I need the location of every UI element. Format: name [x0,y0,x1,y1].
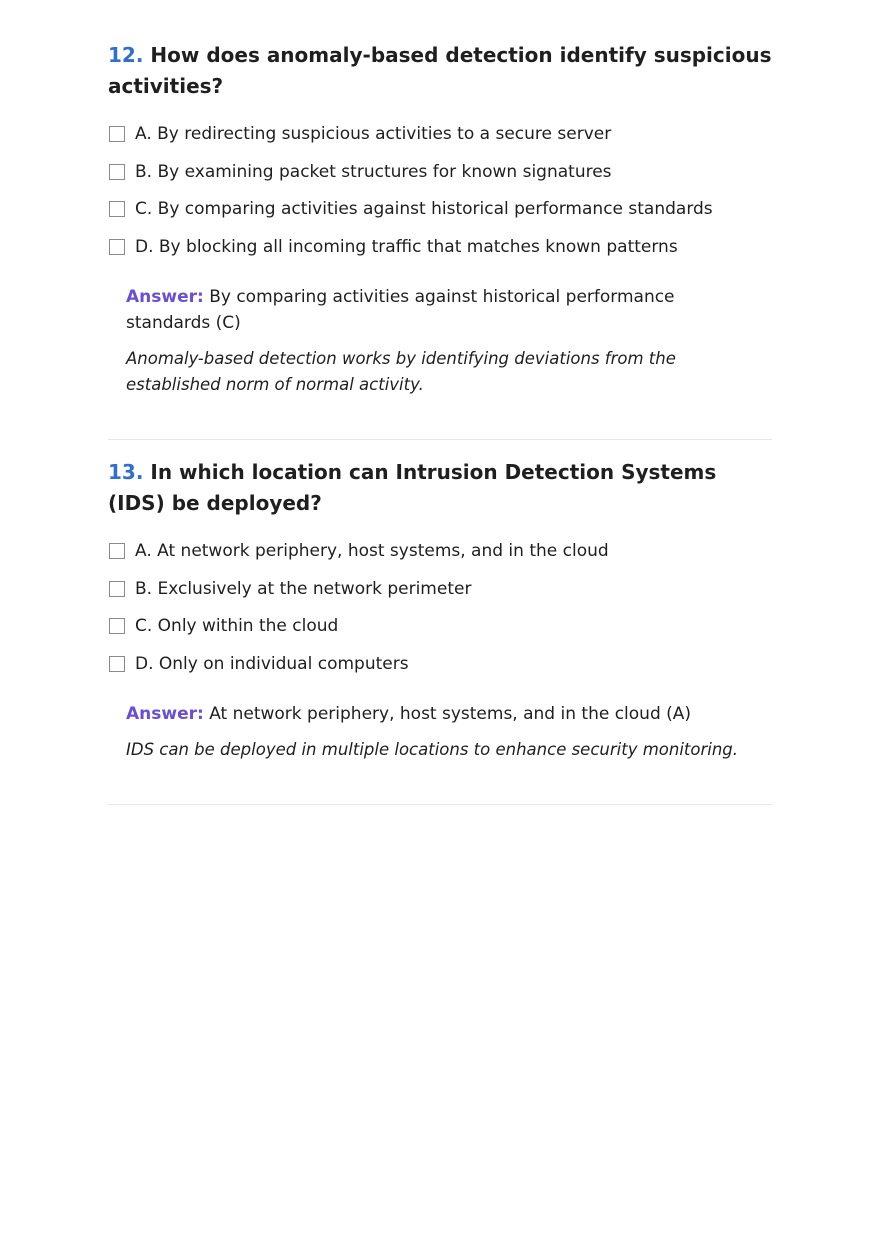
answer-section [126,284,756,398]
answer-line [126,284,756,336]
option-label: A. By redirecting suspicious activities to a secure server [135,123,612,144]
checkbox-icon[interactable] [109,164,125,180]
question-text: In which location can Intrusion Detection Systems (IDS) be deployed? [108,460,717,515]
checkbox-icon[interactable] [109,239,125,255]
checkbox-icon[interactable] [109,543,125,559]
divider [108,439,772,440]
question-12 [108,40,772,398]
answer-line [126,701,756,727]
options-list [108,532,772,683]
options-list [108,115,772,266]
option-c[interactable] [108,190,772,228]
answer-label: Answer: [126,286,204,307]
answer-label: Answer: [126,703,204,724]
option-label: B. By examining packet structures for known signatures [135,161,612,182]
option-label: C. Only within the cloud [135,616,339,637]
option-a[interactable] [108,532,772,570]
question-title [108,457,772,519]
option-d[interactable] [108,228,772,266]
answer-text: At network periphery, host systems, and in the cloud (A) [209,703,692,724]
explanation: IDS can be deployed in multiple locations to enhance security monitoring. [126,739,739,759]
answer-section [126,701,756,763]
divider [108,804,772,805]
option-label: D. By blocking all incoming traffic that matches known patterns [135,236,678,257]
option-label: A. At network periphery, host systems, and in the cloud [135,540,609,561]
option-c[interactable] [108,607,772,645]
option-b[interactable] [108,153,772,191]
question-number: 12. [108,43,144,67]
question-13 [108,457,772,763]
checkbox-icon[interactable] [109,618,125,634]
checkbox-icon[interactable] [109,656,125,672]
checkbox-icon[interactable] [109,201,125,217]
answer-text: By comparing activities against historical performance standards (C) [126,286,675,333]
option-d[interactable] [108,645,772,683]
question-title [108,40,772,102]
checkbox-icon[interactable] [109,581,125,597]
option-label: C. By comparing activities against historical performance standards [135,199,713,220]
option-b[interactable] [108,570,772,608]
question-text: How does anomaly-based detection identify suspicious activities? [108,43,772,98]
option-label: D. Only on individual computers [135,653,409,674]
checkbox-icon[interactable] [109,126,125,142]
option-label: B. Exclusively at the network perimeter [135,578,472,599]
option-a[interactable] [108,115,772,153]
question-number: 13. [108,460,144,484]
explanation: Anomaly-based detection works by identifying deviations from the established norm of normal activity. [126,348,676,394]
